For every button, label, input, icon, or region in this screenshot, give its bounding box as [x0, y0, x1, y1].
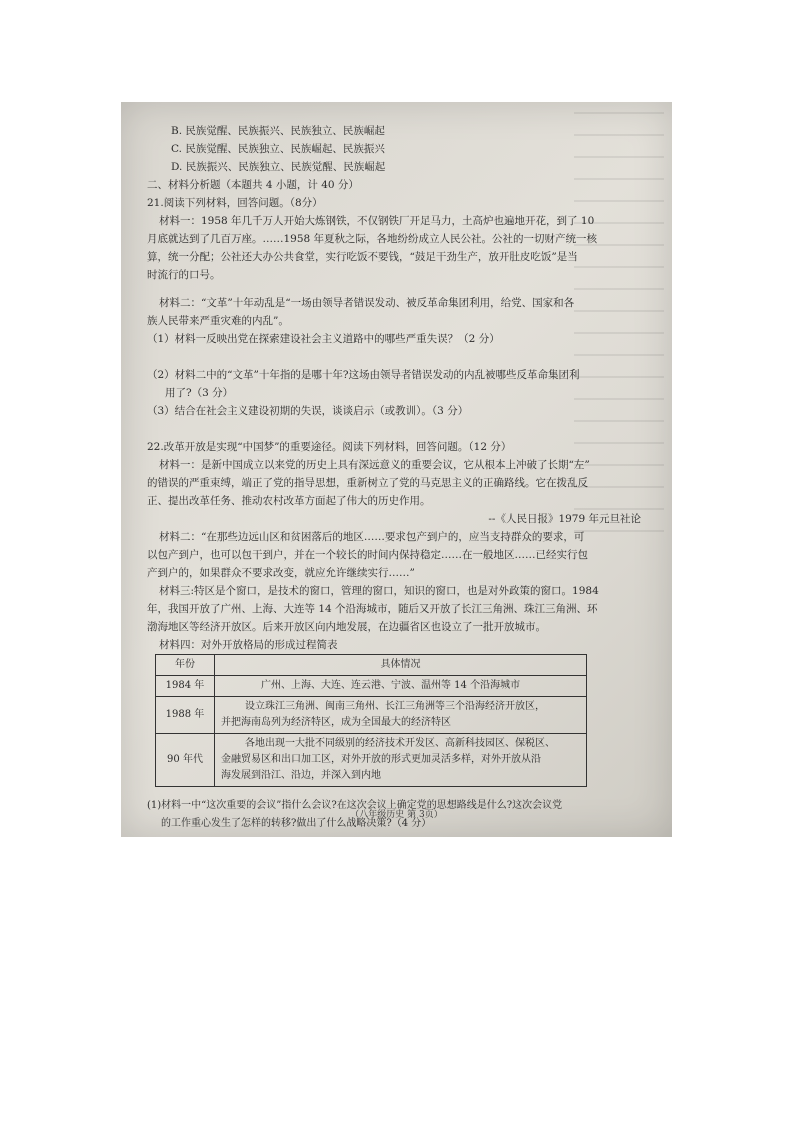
q21-material2-line: 材料二：“文革”十年动乱是“一场由领导者错误发动、被反革命集团利用，给党、国家和各 [159, 297, 575, 309]
q22-question-1-cont: 的工作重心发生了怎样的转移?做出了什么战略决策?（4 分） [161, 818, 432, 829]
table-header-details: 具体情况 [215, 655, 587, 676]
q22-material2-line: 产到户的，如果群众不要求改变，就应允许继续实行……” [147, 567, 415, 579]
exam-page-photo [121, 102, 672, 837]
table-cell-line: 并把海南岛列为经济特区，成为全国最大的经济特区 [221, 717, 451, 728]
q21-question-3: （3）结合在社会主义建设初期的失误，谈谈启示（或教训）。（3 分） [147, 405, 469, 417]
q22-title: 22.改革开放是实现“中国梦”的重要途径。阅读下列材料，回答问题。（12 分） [147, 441, 512, 453]
table-row [156, 734, 587, 787]
table-cell-details [215, 676, 587, 697]
q22-material1-line: 正、提出改革任务、推动农村改革方面起了伟大的历史作用。 [147, 495, 431, 507]
q21-question-2: （2）材料二中的“文革”十年指的是哪十年?这场由领导者错误发动的内乱被哪些反革命集团利 [147, 369, 580, 381]
q22-material1-line: 的错误的严重束缚，端正了党的指导思想，重新树立了党的马克思主义的正确路线。它在拨乱反 [147, 477, 588, 489]
table-cell-line: 海发展到沿江、沿边，并深入到内地 [221, 770, 381, 781]
table-row [156, 697, 587, 734]
table-header-row [156, 655, 587, 676]
table-cell-line: 金融贸易区和出口加工区，对外开放的形式更加灵活多样，对外开放从沿 [221, 754, 541, 765]
table-cell-year: 90 年代 [156, 734, 215, 787]
q22-material4-title: 材料四：对外开放格局的形成过程简表 [159, 639, 338, 651]
table-header-year: 年份 [156, 655, 215, 676]
table-cell-line: 各地出现一大批不同级别的经济技术开发区、高新科技园区、保税区、 [245, 738, 555, 749]
table-cell-details [215, 697, 587, 734]
q22-material3-line: 渤海地区等经济开放区。后来开放区向内地发展，在边疆省区也设立了一批开放城市。 [147, 621, 546, 633]
table-row [156, 676, 587, 697]
table-cell-details [215, 734, 587, 787]
opening-up-table [155, 654, 587, 787]
page-content [147, 122, 647, 833]
page-footer: （八年级历史 第 3页） [350, 810, 443, 820]
q21-question-2-cont: 用了?（3 分） [165, 387, 234, 399]
q21-title: 21.阅读下列材料，回答问题。（8分） [147, 197, 323, 209]
q21-material1-line: 月底就达到了几百万座。……1958 年夏秋之际，各地纷纷成立人民公社。公社的一切财产统一核 [147, 233, 598, 245]
section-title: 二、材料分析题（本题共 4 小题，计 40 分） [147, 179, 359, 191]
q21-question-1: （1）材料一反映出党在探索建设社会主义道路中的哪些严重失误？（2 分） [147, 333, 500, 345]
option-c: C. 民族觉醒、民族独立、民族崛起、民族振兴 [171, 143, 385, 155]
q22-material3-line: 材料三:特区是个窗口，是技术的窗口，管理的窗口，知识的窗口，也是对外政策的窗口。1984 [159, 585, 599, 597]
option-b: B. 民族觉醒、民族振兴、民族独立、民族崛起 [171, 125, 385, 137]
q21-material1-line: 时流行的口号。 [147, 269, 221, 281]
q22-material2-line: 材料二：“在那些边远山区和贫困落后的地区……要求包产到户的，应当支持群众的要求，可 [159, 531, 585, 543]
q21-material1-line: 材料一：1958 年几千万人开始大炼钢铁，不仅钢铁厂开足马力，土高炉也遍地开花，到了 10 [159, 215, 595, 227]
q22-material3-line: 年，我国开放了广州、上海、大连等 14 个沿海城市，随后又开放了长江三角洲、珠江三角洲、环 [147, 603, 598, 615]
table-cell-year: 1984 年 [156, 676, 215, 697]
table-cell-line: 设立珠江三角洲、闽南三角州、长江三角洲等三个沿海经济开放区， [245, 701, 545, 712]
table-cell-line: 广州、上海、大连、连云港、宁波、温州等 14 个沿海城市 [261, 680, 521, 691]
q22-material2-line: 以包产到户，也可以包干到户，并在一个较长的时间内保持稳定……在一般地区……已经实行包 [147, 549, 588, 561]
q22-material1-line: 材料一：是新中国成立以来党的历史上具有深远意义的重要会议，它从根本上冲破了长期“左” [159, 459, 590, 471]
option-d: D. 民族振兴、民族独立、民族觉醒、民族崛起 [171, 161, 386, 173]
table-cell-year: 1988 年 [156, 697, 215, 734]
q22-question-1: (1)材料一中“这次重要的会议”指什么会议?在这次会议上确定党的思想路线是什么?这次会议党 [147, 800, 563, 811]
q22-material1-source: --《人民日报》1979 年元旦社论 [488, 513, 641, 525]
q21-material2-line: 族人民带来严重灾难的内乱”。 [147, 315, 289, 327]
q21-material1-line: 算，统一分配；公社还大办公共食堂，实行吃饭不要钱，“鼓足干劲生产，放开肚皮吃饭”是当 [147, 251, 578, 263]
